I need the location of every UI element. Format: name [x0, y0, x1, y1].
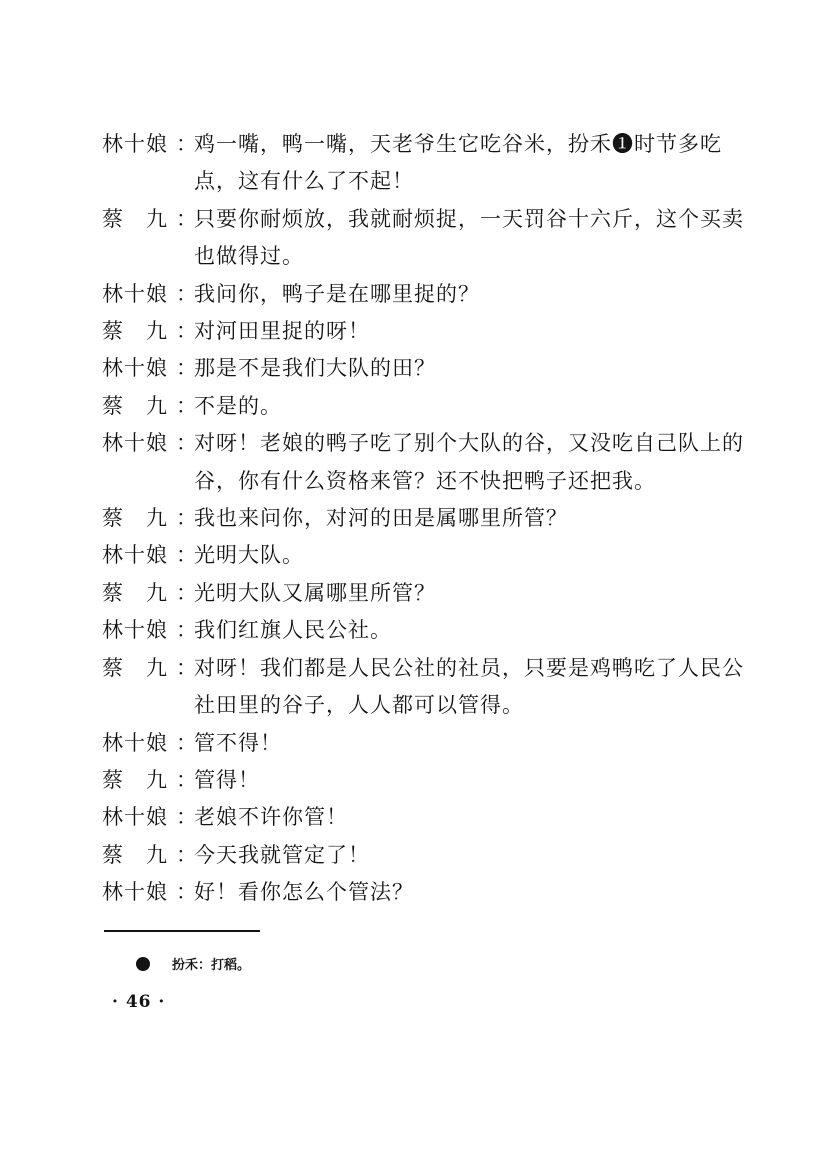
- speaker-separator: ：: [176, 880, 198, 905]
- speaker-separator: ：: [176, 543, 198, 568]
- speaker-name: 林十娘: [102, 880, 168, 905]
- speaker-separator: ：: [176, 655, 198, 680]
- speaker-name: 林十娘: [102, 431, 168, 456]
- dialogue-line: [102, 425, 752, 500]
- dialogue-line: [102, 874, 752, 911]
- dialogue-text: 对呀！我们都是人民公社的社员，只要是鸡鸭吃了人民公社田里的谷子，人人都可以管得。: [194, 655, 744, 718]
- dialogue-text: 管不得！: [194, 730, 282, 755]
- speaker-separator: ：: [176, 618, 198, 643]
- speaker-separator: ：: [176, 431, 198, 456]
- speaker-separator: ：: [176, 132, 198, 156]
- dialogue-text: 对呀！老娘的鸭子吃了别个大队的谷，又没吃自己队上的谷，你有什么资格来管？还不快把鸭子还把我。: [194, 431, 744, 493]
- footnote: [136, 954, 250, 973]
- dialogue-line: [102, 201, 752, 276]
- dialogue-line: [102, 762, 752, 799]
- dialogue-text: 光明大队。: [194, 543, 304, 568]
- speaker-separator: ：: [176, 730, 198, 755]
- dialogue-text: 老娘不许你管！: [194, 805, 348, 830]
- dialogue-line: [102, 276, 752, 313]
- dialogue-text: 我们红旗人民公社。: [194, 618, 392, 643]
- dialogue-line: [102, 350, 752, 387]
- dialogue-line: [102, 725, 752, 762]
- dialogue-line: [102, 612, 752, 649]
- speaker-name: 林十娘: [102, 356, 168, 381]
- dialogue-text: 鸡一嘴，鸭一嘴，天老爷生它吃谷米，扮禾❶时节多吃点，这有什么了不起！: [194, 132, 722, 194]
- speaker-separator: ：: [176, 805, 198, 830]
- dialogue-block: [102, 126, 752, 912]
- dialogue-line: [102, 650, 752, 725]
- dialogue-text: 对河田里捉的呀！: [194, 319, 370, 344]
- dialogue-line: [102, 537, 752, 574]
- speaker-name: 林十娘: [102, 543, 168, 568]
- footnote-text: 扮禾：打稻。: [172, 958, 251, 973]
- dialogue-line: [102, 799, 752, 836]
- page-number: · 46 ·: [112, 992, 166, 1012]
- speaker-name: 蔡 九: [102, 206, 168, 231]
- speaker-name: 蔡 九: [102, 319, 168, 344]
- speaker-separator: ：: [176, 393, 198, 418]
- speaker-separator: ：: [176, 767, 198, 792]
- speaker-separator: ：: [176, 206, 198, 231]
- speaker-name: 蔡 九: [102, 767, 168, 792]
- speaker-name: 蔡 九: [102, 842, 168, 867]
- speaker-name: 林十娘: [102, 805, 168, 830]
- dialogue-line: [102, 500, 752, 537]
- speaker-separator: ：: [176, 842, 198, 867]
- speaker-name: 林十娘: [102, 132, 168, 156]
- speaker-name: 蔡 九: [102, 580, 168, 605]
- dialogue-line: [102, 837, 752, 874]
- speaker-name: 林十娘: [102, 730, 168, 755]
- dialogue-line: [102, 575, 752, 612]
- dialogue-text: 不是的。: [194, 393, 282, 418]
- dialogue-line: [102, 388, 752, 425]
- speaker-name: 蔡 九: [102, 506, 168, 531]
- speaker-separator: ：: [176, 281, 198, 306]
- speaker-name: 林十娘: [102, 618, 168, 643]
- dialogue-text: 我问你，鸭子是在哪里捉的？: [194, 281, 480, 306]
- speaker-name: 蔡 九: [102, 393, 168, 418]
- dialogue-line: [102, 126, 752, 201]
- speaker-name: 林十娘: [102, 281, 168, 306]
- footnote-divider: [104, 930, 260, 932]
- dialogue-text: 好！看你怎么个管法？: [194, 880, 414, 905]
- dialogue-text: 那是不是我们大队的田？: [194, 356, 436, 381]
- dialogue-text: 我也来问你，对河的田是属哪里所管？: [194, 506, 568, 531]
- dialogue-line: [102, 313, 752, 350]
- speaker-separator: ：: [176, 506, 198, 531]
- footnote-marker-icon: [136, 957, 150, 971]
- dialogue-text: 管得！: [194, 767, 260, 792]
- speaker-separator: ：: [176, 356, 198, 381]
- speaker-separator: ：: [176, 580, 198, 605]
- dialogue-text: 今天我就管定了！: [194, 842, 370, 867]
- dialogue-text: 只要你耐烦放，我就耐烦捉，一天罚谷十六斤，这个买卖也做得过。: [194, 206, 744, 269]
- speaker-name: 蔡 九: [102, 655, 168, 680]
- speaker-separator: ：: [176, 319, 198, 344]
- dialogue-text: 光明大队又属哪里所管？: [194, 580, 436, 605]
